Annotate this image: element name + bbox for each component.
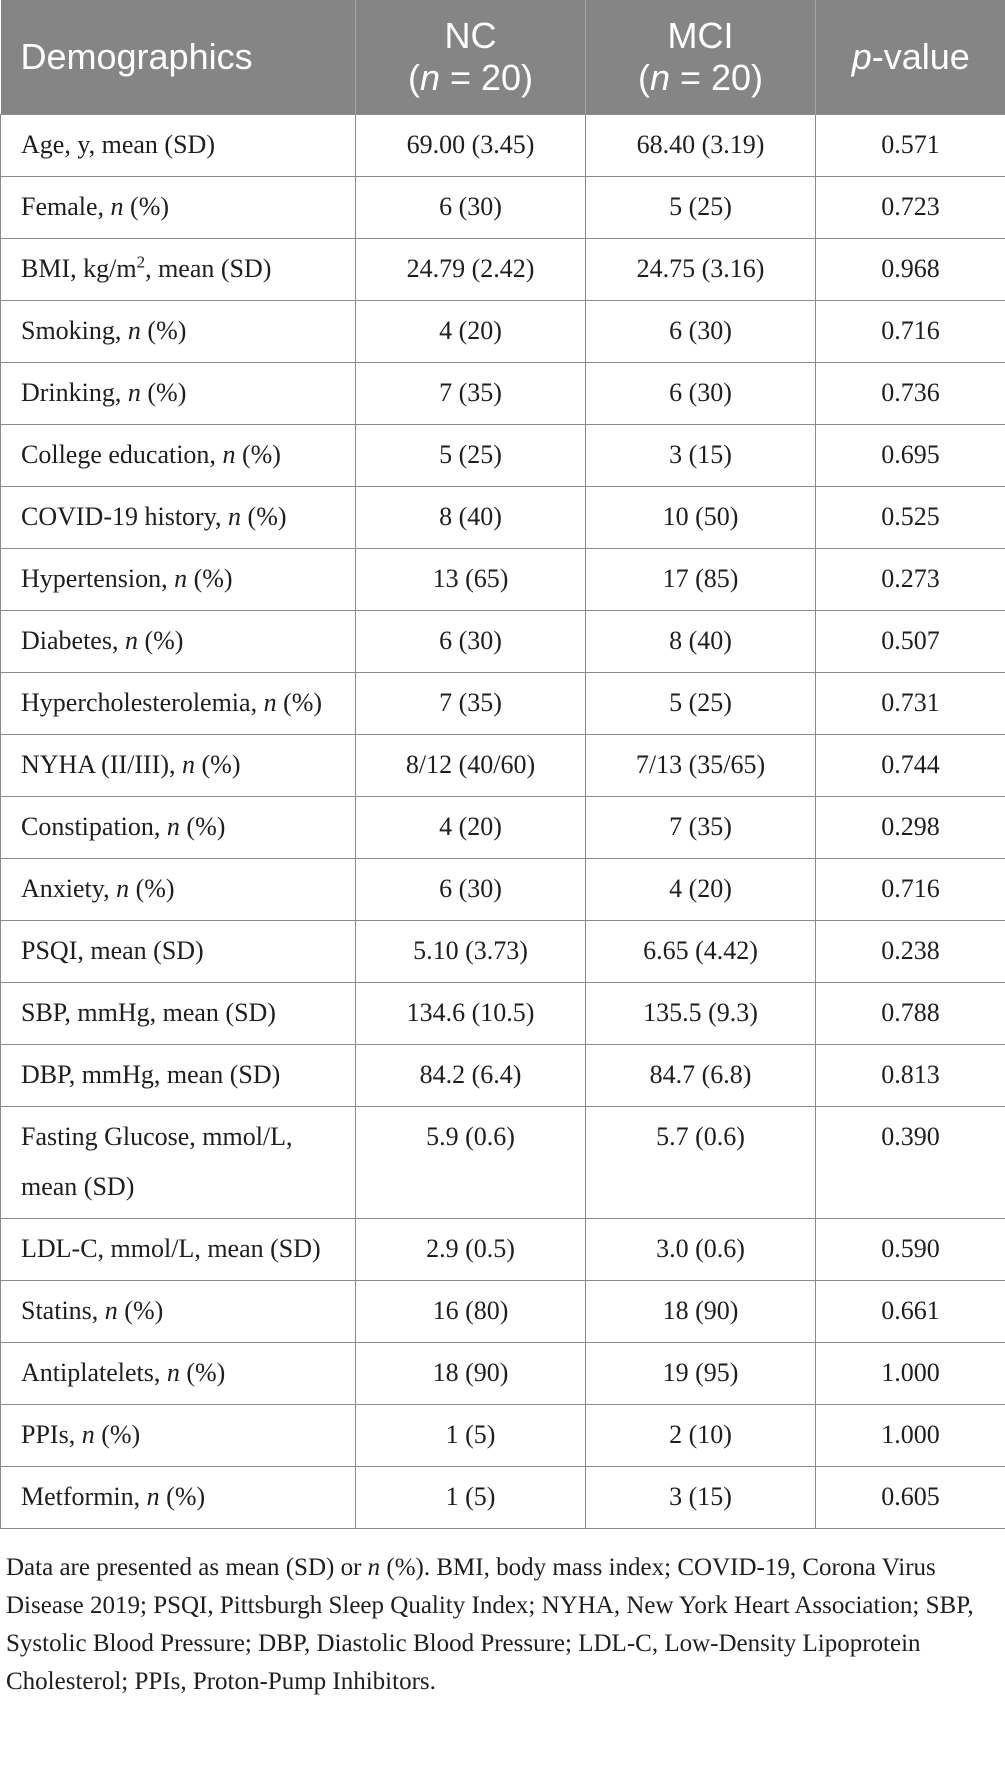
table-body — [1, 115, 1005, 1529]
row-label: Hypercholesterolemia, n (%) — [1, 673, 356, 735]
mci-value: 17 (85) — [586, 549, 816, 611]
p-value: 0.507 — [816, 611, 1005, 673]
header-nc-name: NC — [444, 15, 497, 56]
mci-value: 84.7 (6.8) — [586, 1045, 816, 1107]
table-row — [1, 797, 1005, 859]
p-value: 0.968 — [816, 239, 1005, 301]
p-value: 0.788 — [816, 983, 1005, 1045]
row-label: BMI, $kg/m^2$, mean (SD) — [1, 239, 356, 301]
header-demographics: Demographics — [1, 0, 356, 115]
p-value: 1.000 — [816, 1405, 1005, 1467]
row-label: College education, n (%) — [1, 425, 356, 487]
row-label: Drinking, n (%) — [1, 363, 356, 425]
table-row — [1, 177, 1005, 239]
table-row — [1, 1405, 1005, 1467]
nc-value: 13 (65) — [356, 549, 586, 611]
nc-value: 84.2 (6.4) — [356, 1045, 586, 1107]
nc-value: 5.10 (3.73) — [356, 921, 586, 983]
mci-value: 5 (25) — [586, 177, 816, 239]
nc-value: 69.00 (3.45) — [356, 115, 586, 177]
p-value: 0.298 — [816, 797, 1005, 859]
nc-value: 2.9 (0.5) — [356, 1219, 586, 1281]
mci-value: 68.40 (3.19) — [586, 115, 816, 177]
row-label: DBP, mmHg, mean (SD) — [1, 1045, 356, 1107]
mci-value: 4 (20) — [586, 859, 816, 921]
nc-value: 24.79 (2.42) — [356, 239, 586, 301]
nc-value: 4 (20) — [356, 797, 586, 859]
row-label: SBP, mmHg, mean (SD) — [1, 983, 356, 1045]
row-label: Fasting Glucose, mmol/L, mean (SD) — [1, 1107, 356, 1219]
p-value: 1.000 — [816, 1343, 1005, 1405]
row-label: Metformin, n (%) — [1, 1467, 356, 1529]
table-row — [1, 1219, 1005, 1281]
mci-value: 135.5 (9.3) — [586, 983, 816, 1045]
p-value: 0.605 — [816, 1467, 1005, 1529]
table-row — [1, 239, 1005, 301]
row-label: Diabetes, n (%) — [1, 611, 356, 673]
mci-value: 8 (40) — [586, 611, 816, 673]
table-row — [1, 1107, 1005, 1219]
p-value: 0.525 — [816, 487, 1005, 549]
table-row — [1, 983, 1005, 1045]
p-value: 0.390 — [816, 1107, 1005, 1219]
mci-value: 18 (90) — [586, 1281, 816, 1343]
table-row — [1, 1343, 1005, 1405]
mci-value: 24.75 (3.16) — [586, 239, 816, 301]
header-mci: MCI (n = 20) — [586, 0, 816, 115]
mci-value: 10 (50) — [586, 487, 816, 549]
p-value: 0.238 — [816, 921, 1005, 983]
row-label: LDL-C, mmol/L, mean (SD) — [1, 1219, 356, 1281]
table-row — [1, 1281, 1005, 1343]
table-row — [1, 425, 1005, 487]
nc-value: 18 (90) — [356, 1343, 586, 1405]
nc-value: 4 (20) — [356, 301, 586, 363]
mci-value: 19 (95) — [586, 1343, 816, 1405]
table-row — [1, 673, 1005, 735]
row-label: Statins, n (%) — [1, 1281, 356, 1343]
table-row — [1, 921, 1005, 983]
table-row — [1, 611, 1005, 673]
row-label: Smoking, n (%) — [1, 301, 356, 363]
nc-value: 5.9 (0.6) — [356, 1107, 586, 1219]
mci-value: 6 (30) — [586, 363, 816, 425]
nc-value: 1 (5) — [356, 1467, 586, 1529]
nc-value: 7 (35) — [356, 673, 586, 735]
p-value: 0.736 — [816, 363, 1005, 425]
table-row — [1, 735, 1005, 797]
nc-value: 6 (30) — [356, 177, 586, 239]
p-value: 0.571 — [816, 115, 1005, 177]
nc-value: 16 (80) — [356, 1281, 586, 1343]
table-row — [1, 1045, 1005, 1107]
table-header — [1, 0, 1005, 115]
p-value: 0.731 — [816, 673, 1005, 735]
table-row — [1, 1467, 1005, 1529]
header-p-value: p-value — [816, 0, 1005, 115]
table-row — [1, 301, 1005, 363]
table-row — [1, 115, 1005, 177]
mci-value: 5 (25) — [586, 673, 816, 735]
mci-value: 6.65 (4.42) — [586, 921, 816, 983]
nc-value: 7 (35) — [356, 363, 586, 425]
row-label: Age, y, mean (SD) — [1, 115, 356, 177]
mci-value: 3 (15) — [586, 425, 816, 487]
mci-value: 3.0 (0.6) — [586, 1219, 816, 1281]
p-value: 0.273 — [816, 549, 1005, 611]
row-label: PSQI, mean (SD) — [1, 921, 356, 983]
row-label: Constipation, n (%) — [1, 797, 356, 859]
row-label: PPIs, n (%) — [1, 1405, 356, 1467]
p-value: 0.716 — [816, 301, 1005, 363]
table-footnote: Data are presented as mean (SD) or n (%). BMI, body mass index; COVID-19, Corona Virus Disease 2019; PSQI, Pittsburgh Sleep Quality Index; NYHA, New York Heart Association; SBP, Systolic Blood Pressure; DBP, Diastolic Blood Pressure; LDL-C, Low-Density Lipoprotein Cholesterol; PPIs, Proton-Pump Inhibitors. — [6, 1554, 974, 1695]
nc-value: 134.6 (10.5) — [356, 983, 586, 1045]
table-row — [1, 487, 1005, 549]
mci-value: 3 (15) — [586, 1467, 816, 1529]
row-label: COVID-19 history, n (%) — [1, 487, 356, 549]
p-value: 0.716 — [816, 859, 1005, 921]
header-row — [1, 0, 1005, 115]
row-label: Anxiety, n (%) — [1, 859, 356, 921]
nc-value: 8/12 (40/60) — [356, 735, 586, 797]
mci-value: 2 (10) — [586, 1405, 816, 1467]
nc-value: 1 (5) — [356, 1405, 586, 1467]
mci-value: 5.7 (0.6) — [586, 1107, 816, 1219]
header-mci-name: MCI — [667, 15, 734, 56]
table-row — [1, 549, 1005, 611]
p-value: 0.695 — [816, 425, 1005, 487]
row-label: Hypertension, n (%) — [1, 549, 356, 611]
mci-value: 6 (30) — [586, 301, 816, 363]
nc-value: 8 (40) — [356, 487, 586, 549]
mci-value: 7/13 (35/65) — [586, 735, 816, 797]
p-value: 0.744 — [816, 735, 1005, 797]
mci-value: 7 (35) — [586, 797, 816, 859]
nc-value: 6 (30) — [356, 859, 586, 921]
p-value: 0.661 — [816, 1281, 1005, 1343]
table-row — [1, 363, 1005, 425]
table-row — [1, 859, 1005, 921]
nc-value: 5 (25) — [356, 425, 586, 487]
p-value: 0.590 — [816, 1219, 1005, 1281]
row-label: Female, n (%) — [1, 177, 356, 239]
nc-value: 6 (30) — [356, 611, 586, 673]
p-value: 0.723 — [816, 177, 1005, 239]
header-nc: NC (n = 20) — [356, 0, 586, 115]
p-value: 0.813 — [816, 1045, 1005, 1107]
row-label: Antiplatelets, n (%) — [1, 1343, 356, 1405]
row-label: NYHA (II/III), n (%) — [1, 735, 356, 797]
